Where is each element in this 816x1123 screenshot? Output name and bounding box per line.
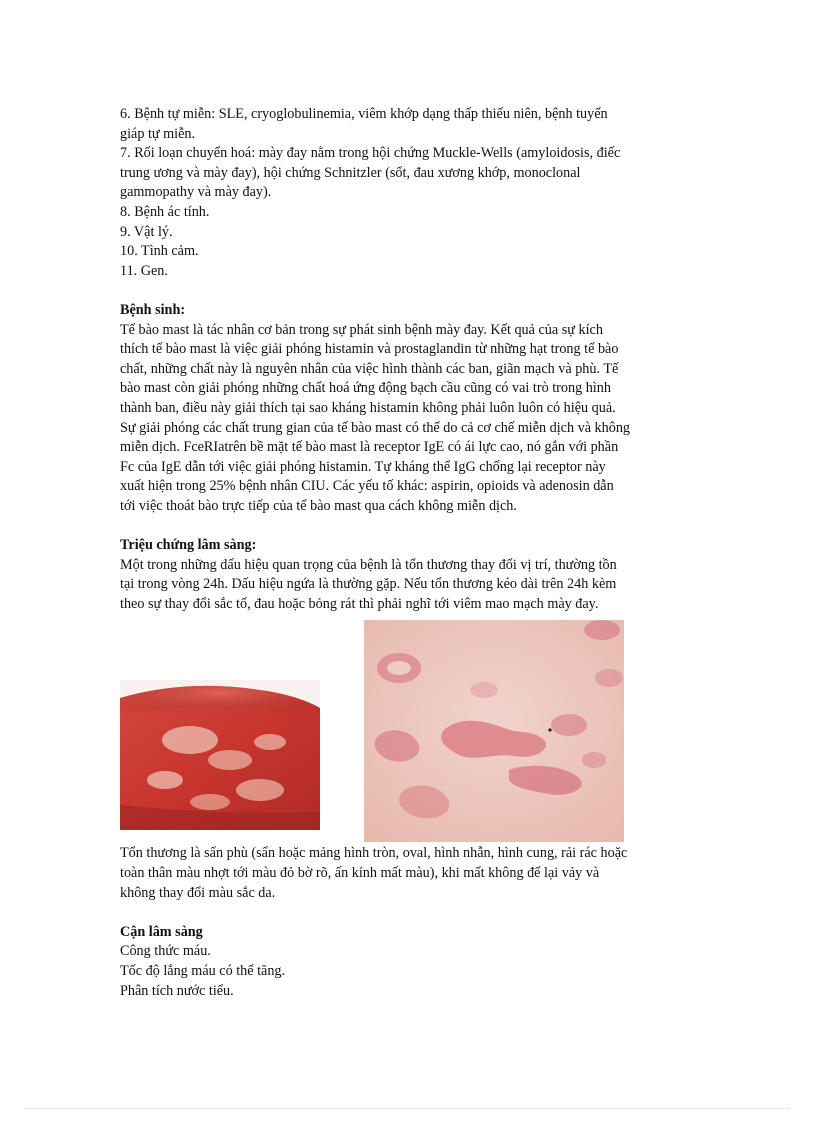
list-line: 6. Bệnh tự miễn: SLE, cryoglobulinemia, viêm khớp dạng thấp thiếu niên, bệnh tuyến bbox=[120, 106, 608, 122]
pathogenesis-section bbox=[120, 301, 700, 517]
paragraph-line: Một trong những dấu hiệu quan trọng của bệnh là tổn thương thay đổi vị trí, thường tồn bbox=[120, 556, 617, 573]
paragraph-line: Tế bào mast là tác nhân cơ bản trong sự phát sinh bệnh mày đay. Kết quả của sự kích bbox=[120, 321, 603, 338]
paragraph-line: Công thức máu. bbox=[120, 943, 211, 960]
arm-urticaria-photo bbox=[120, 680, 320, 830]
paragraph-line: xuất hiện trong 25% bệnh nhân CIU. Các yếu tố khác: aspirin, opioids và adenosin dẫn bbox=[120, 478, 614, 495]
list-line: 11. Gen. bbox=[120, 262, 168, 279]
paragraph-line: Fc của IgE dẫn tới việc giải phóng histamin. Tự kháng thể IgG chống lại receptor này bbox=[120, 458, 606, 475]
paragraph-line: không thay đổi màu sắc da. bbox=[120, 884, 276, 901]
paragraph-line: tại trong vòng 24h. Dấu hiệu ngứa là thường gặp. Nếu tổn thương kéo dài trên 24h kèm bbox=[120, 576, 617, 593]
skin-wheals-photo bbox=[364, 620, 624, 842]
paragraph-line: Phân tích nước tiểu. bbox=[120, 982, 234, 999]
list-line: 8. Bệnh ác tính. bbox=[120, 203, 210, 220]
section-heading-paraclinical: Cận lâm sàng bbox=[120, 923, 203, 940]
page-bottom-rule bbox=[26, 1108, 790, 1109]
skin-photo-illustration bbox=[364, 620, 624, 842]
document-page bbox=[120, 105, 700, 1001]
list-line: giáp tự miễn. bbox=[120, 125, 196, 142]
clinical-photos bbox=[120, 620, 700, 844]
list-line: 7. Rối loạn chuyển hoá: mày đay nằm trong hội chứng Muckle-Wells (amyloidosis, điếc bbox=[120, 145, 621, 162]
paraclinical-section bbox=[120, 923, 700, 1001]
paragraph-line: thích tế bào mast là việc giải phóng histamin và prostaglandin từ những hạt trong tế bào bbox=[120, 341, 619, 358]
list-line: gammopathy và mày đay). bbox=[120, 184, 272, 201]
list-line: trung ương và mày đay), hội chứng Schnitzler (sốt, đau xương khớp, monoclonal bbox=[120, 164, 581, 181]
paragraph-line: Sự giải phóng các chất trung gian của tế bào mast có thể do cả cơ chế miễn dịch và không bbox=[120, 419, 631, 436]
paragraph-line: Tốc độ lắng máu có thể tăng. bbox=[120, 963, 286, 979]
section-heading-pathogenesis: Bệnh sinh: bbox=[120, 301, 186, 318]
paragraph-line: toàn thân màu nhợt tới màu đỏ bờ rõ, ấn kính mất màu), khi mất không để lại vảy và bbox=[120, 865, 600, 882]
clinical-section bbox=[120, 536, 700, 614]
paragraph-line: tới việc thoát bào trực tiếp của tế bào mast qua cách không miễn dịch. bbox=[120, 497, 517, 514]
lesion-description bbox=[120, 844, 700, 903]
paragraph-line: Tổn thương là sẩn phù (sẩn hoặc mảng hình tròn, oval, hình nhẫn, hình cung, rải rác hoặc bbox=[120, 845, 628, 862]
arm-photo-illustration bbox=[120, 680, 320, 830]
paragraph-line: chất, những chất này là nguyên nhân của việc hình thành các ban, giãn mạch và phù. Tế bbox=[120, 360, 619, 377]
list-line: 10. Tình cảm. bbox=[120, 243, 199, 260]
section-heading-clinical: Triệu chứng lâm sàng: bbox=[120, 537, 257, 554]
paragraph-line: miễn dịch. FceRIatrên bề mặt tế bào mast là receptor IgE có ái lực cao, nó gắn với phần bbox=[120, 439, 619, 456]
paragraph-line: thành ban, điều này giải thích tại sao kháng histamin không phải luôn luôn có hiệu quả. bbox=[120, 399, 616, 416]
paragraph-line: theo sự thay đổi sắc tố, đau hoặc bỏng rát thì phải nghĩ tới viêm mao mạch mày đay. bbox=[120, 595, 599, 612]
paragraph-line: bào mast còn giải phóng những chất hoá ứng động bạch cầu cũng có vai trò trong hình bbox=[120, 380, 611, 397]
cause-list bbox=[120, 105, 700, 281]
list-line: 9. Vật lý. bbox=[120, 223, 173, 240]
